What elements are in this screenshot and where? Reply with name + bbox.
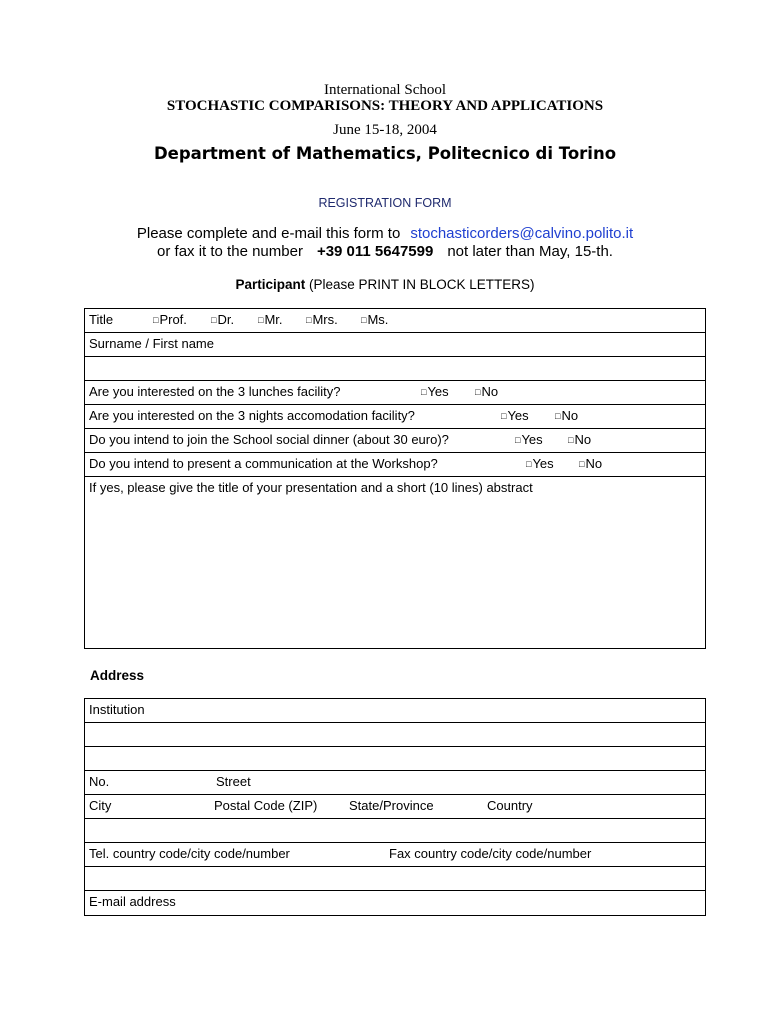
phone-row[interactable] bbox=[85, 843, 705, 867]
school-title: STOCHASTIC COMPARISONS: THEORY AND APPLICATIONS bbox=[166, 98, 604, 114]
participant-table bbox=[84, 308, 706, 649]
dinner-no-checkbox[interactable]: □ No bbox=[568, 432, 591, 447]
surname-label: Surname / First name bbox=[89, 336, 214, 351]
participant-label: Participant bbox=[235, 277, 306, 292]
email-label: E-mail address bbox=[89, 894, 176, 909]
title-label: Title bbox=[89, 312, 114, 327]
abstract-row[interactable] bbox=[85, 477, 705, 648]
lunch-no-checkbox[interactable]: □ No bbox=[475, 384, 498, 399]
surname-row[interactable] bbox=[85, 333, 705, 357]
participant-heading bbox=[0, 277, 770, 292]
state-label: State/Province bbox=[349, 798, 434, 813]
accommodation-row bbox=[85, 405, 705, 429]
presentation-yes-checkbox[interactable]: □ Yes bbox=[526, 456, 554, 471]
school-label: International School bbox=[323, 82, 447, 98]
participant-note: (Please PRINT IN BLOCK LETTERS) bbox=[308, 277, 535, 292]
deadline-text: not later than May, 15-th. bbox=[447, 243, 613, 260]
city-label: City bbox=[89, 798, 112, 813]
presentation-no-checkbox[interactable]: □ No bbox=[579, 456, 602, 471]
instructions-line-2 bbox=[0, 243, 770, 260]
postal-code-label: Postal Code (ZIP) bbox=[214, 798, 318, 813]
lunch-yes-checkbox[interactable]: □ Yes bbox=[421, 384, 449, 399]
contact-email-link[interactable]: stochasticorders@calvino.polito.it bbox=[410, 225, 634, 242]
lunch-question: Are you interested on the 3 lunches facility? bbox=[89, 384, 341, 399]
institution-input-row-1[interactable] bbox=[85, 723, 705, 747]
title-option-dr[interactable]: □ Dr. bbox=[211, 312, 234, 327]
street-label: Street bbox=[216, 774, 251, 789]
city-input-row[interactable] bbox=[85, 819, 705, 843]
accommodation-question: Are you interested on the 3 nights accomodation facility? bbox=[89, 408, 415, 423]
instructions-prefix: Please complete and e-mail this form to bbox=[136, 225, 401, 242]
title-option-mr[interactable]: □ Mr. bbox=[258, 312, 283, 327]
instructions-line-1 bbox=[0, 225, 770, 242]
abstract-label: If yes, please give the title of your presentation and a short (10 lines) abstract bbox=[89, 480, 533, 495]
institution-input-row-2[interactable] bbox=[85, 747, 705, 771]
title-option-mrs[interactable]: □ Mrs. bbox=[306, 312, 338, 327]
form-title: REGISTRATION FORM bbox=[318, 196, 452, 210]
title-row bbox=[85, 309, 705, 333]
dinner-yes-checkbox[interactable]: □ Yes bbox=[515, 432, 543, 447]
institution-row[interactable] bbox=[85, 699, 705, 723]
phone-input-row[interactable] bbox=[85, 867, 705, 891]
lunch-row bbox=[85, 381, 705, 405]
country-label: Country bbox=[487, 798, 533, 813]
address-heading: Address bbox=[90, 668, 145, 683]
city-row[interactable] bbox=[85, 795, 705, 819]
department-heading: Department of Mathematics, Politecnico di Torino bbox=[153, 144, 617, 163]
fax-prefix: or fax it to the number bbox=[157, 243, 303, 260]
title-option-ms[interactable]: □ Ms. bbox=[361, 312, 388, 327]
school-dates: June 15-18, 2004 bbox=[333, 122, 437, 138]
institution-label: Institution bbox=[89, 702, 145, 717]
street-row[interactable] bbox=[85, 771, 705, 795]
presentation-question: Do you intend to present a communication at the Workshop? bbox=[89, 456, 438, 471]
number-label: No. bbox=[89, 774, 110, 789]
presentation-row bbox=[85, 453, 705, 477]
dinner-row bbox=[85, 429, 705, 453]
telephone-label: Tel. country code/city code/number bbox=[89, 846, 290, 861]
address-table bbox=[84, 698, 706, 916]
email-row[interactable] bbox=[85, 891, 705, 915]
accommodation-yes-checkbox[interactable]: □ Yes bbox=[501, 408, 529, 423]
dinner-question: Do you intend to join the School social dinner (about 30 euro)? bbox=[89, 432, 449, 447]
accommodation-no-checkbox[interactable]: □ No bbox=[555, 408, 578, 423]
title-option-prof[interactable]: □ Prof. bbox=[153, 312, 187, 327]
fax-label: Fax country code/city code/number bbox=[389, 846, 592, 861]
surname-input-row[interactable] bbox=[85, 357, 705, 381]
fax-number: +39 011 5647599 bbox=[316, 243, 434, 260]
